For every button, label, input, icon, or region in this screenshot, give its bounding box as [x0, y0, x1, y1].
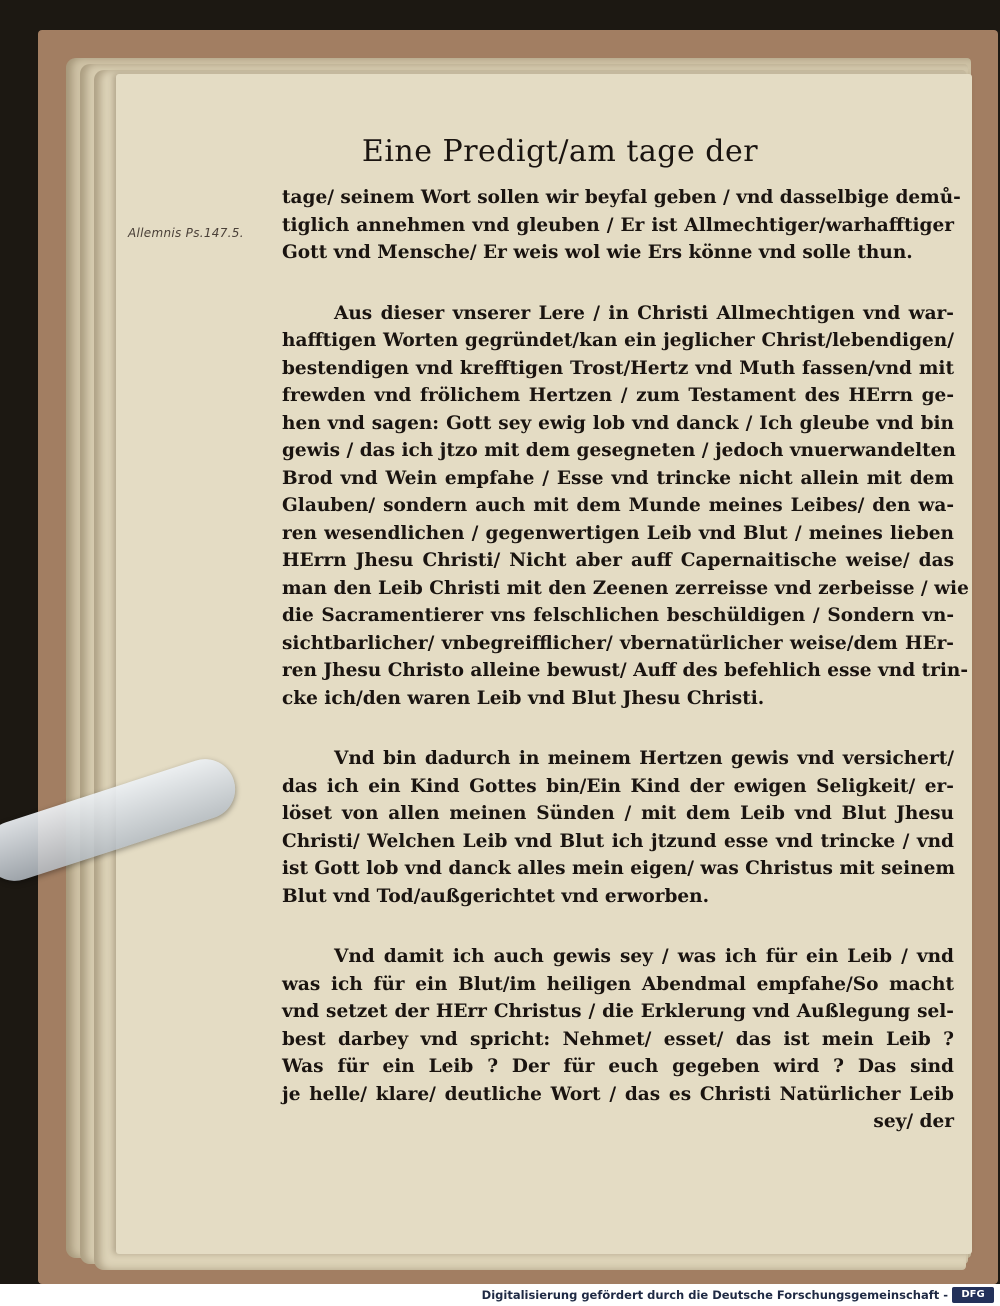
margin-note: Allemnis Ps.147.5. — [128, 226, 244, 240]
text-line: HErrn Jhesu Christi/ Nicht aber auff Capernaitische weise/ das — [282, 550, 954, 571]
dfg-logo: DFG — [952, 1287, 994, 1303]
text-line: ren wesendlichen / gegenwertigen Leib vnd Blut / meines lieben — [282, 522, 954, 544]
running-heading: Eine Predigt/am tage der — [361, 134, 759, 169]
footer-bar — [0, 1284, 1000, 1306]
text-line: was ich für ein Blut/im heiligen Abendmal empfahe/So macht — [282, 973, 954, 995]
paragraph — [282, 300, 969, 713]
paragraph — [282, 943, 954, 1108]
text-line: die Sacramentierer vns felschlichen beschüldigen / Sondern vn- — [282, 605, 954, 626]
text-line: Blut vnd Tod/außgerichtet vnd erworben. — [282, 885, 710, 907]
text-line: Vnd bin dadurch in meinem Hertzen gewis vnd versichert/ — [334, 748, 954, 769]
text-line: Vnd damit ich auch gewis sey / was ich für ein Leib / vnd — [334, 946, 954, 967]
text-line: vnd setzet der HErr Christus / die Erklerung vnd Außlegung sel- — [282, 1001, 954, 1022]
text-line: Gott vnd Mensche/ Er weis wol wie Ers könne vnd solle thun. — [282, 242, 913, 263]
text-line: best darbey vnd spricht: Nehmet/ esset/ das ist mein Leib ? — [282, 1028, 954, 1050]
text-line: ist Gott lob vnd danck alles mein eigen/ was Christus mit seinem — [282, 858, 955, 879]
text-line: sichtbarlicher/ vnbegreifflicher/ vbernatürlicher weise/dem HEr- — [282, 632, 954, 654]
text-line: Christi/ Welchen Leib vnd Blut ich jtzund esse vnd trincke / vnd — [282, 830, 954, 852]
text-line: hen vnd sagen: Gott sey ewig lob vnd danck / Ich gleube vnd bin — [282, 412, 954, 434]
text-line: tiglich annehmen vnd gleuben / Er ist Allmechtiger/warhafftiger — [282, 214, 954, 236]
footer-credit: Digitalisierung gefördert durch die Deutsche Forschungsgemeinschaft - — [481, 1288, 948, 1302]
text-line: man den Leib Christi mit den Zeenen zerreisse vnd zerbeisse / wie — [282, 577, 969, 599]
text-line: hafftigen Worten gegründet/kan ein jeglicher Christ/lebendigen/ — [282, 330, 954, 351]
text-line: gewis / das ich jtzo mit dem gesegneten / jedoch vnuerwandelten — [282, 440, 956, 461]
text-line: Was für ein Leib ? Der für euch gegeben wird ? Das sind — [282, 1056, 954, 1077]
text-line: bestendigen vnd krefftigen Trost/Hertz vnd Muth fassen/vnd mit — [282, 357, 954, 379]
text-line: Brod vnd Wein empfahe / Esse vnd trincke nicht allein mit dem — [282, 467, 954, 489]
text-line: je helle/ klare/ deutliche Wort / das es Christi Natürlicher Leib — [282, 1083, 954, 1105]
text-line: frewden vnd frölichem Hertzen / zum Testament des HErrn ge- — [282, 385, 954, 406]
paragraph — [282, 745, 954, 910]
text-line: cke ich/den waren Leib vnd Blut Jhesu Christi. — [282, 687, 765, 709]
text-line: löset von allen meinen Sünden / mit dem Leib vnd Blut Jhesu — [282, 803, 954, 824]
page-body — [282, 184, 969, 1136]
text-line: ren Jhesu Christo alleine bewust/ Auff des befehlich esse vnd trin- — [282, 660, 969, 681]
paragraph — [282, 184, 961, 267]
text-line: das ich ein Kind Gottes bin/Ein Kind der ewigen Seligkeit/ er- — [282, 775, 954, 797]
text-line: Aus dieser vnserer Lere / in Christi Allmechtigen vnd war- — [334, 302, 954, 324]
catchword: sey/ der — [873, 1111, 954, 1132]
text-line: tage/ seinem Wort sollen wir beyfal geben / vnd dasselbige demů- — [282, 187, 961, 208]
text-line: Glauben/ sondern auch mit dem Munde meines Leibes/ den wa- — [282, 495, 954, 516]
